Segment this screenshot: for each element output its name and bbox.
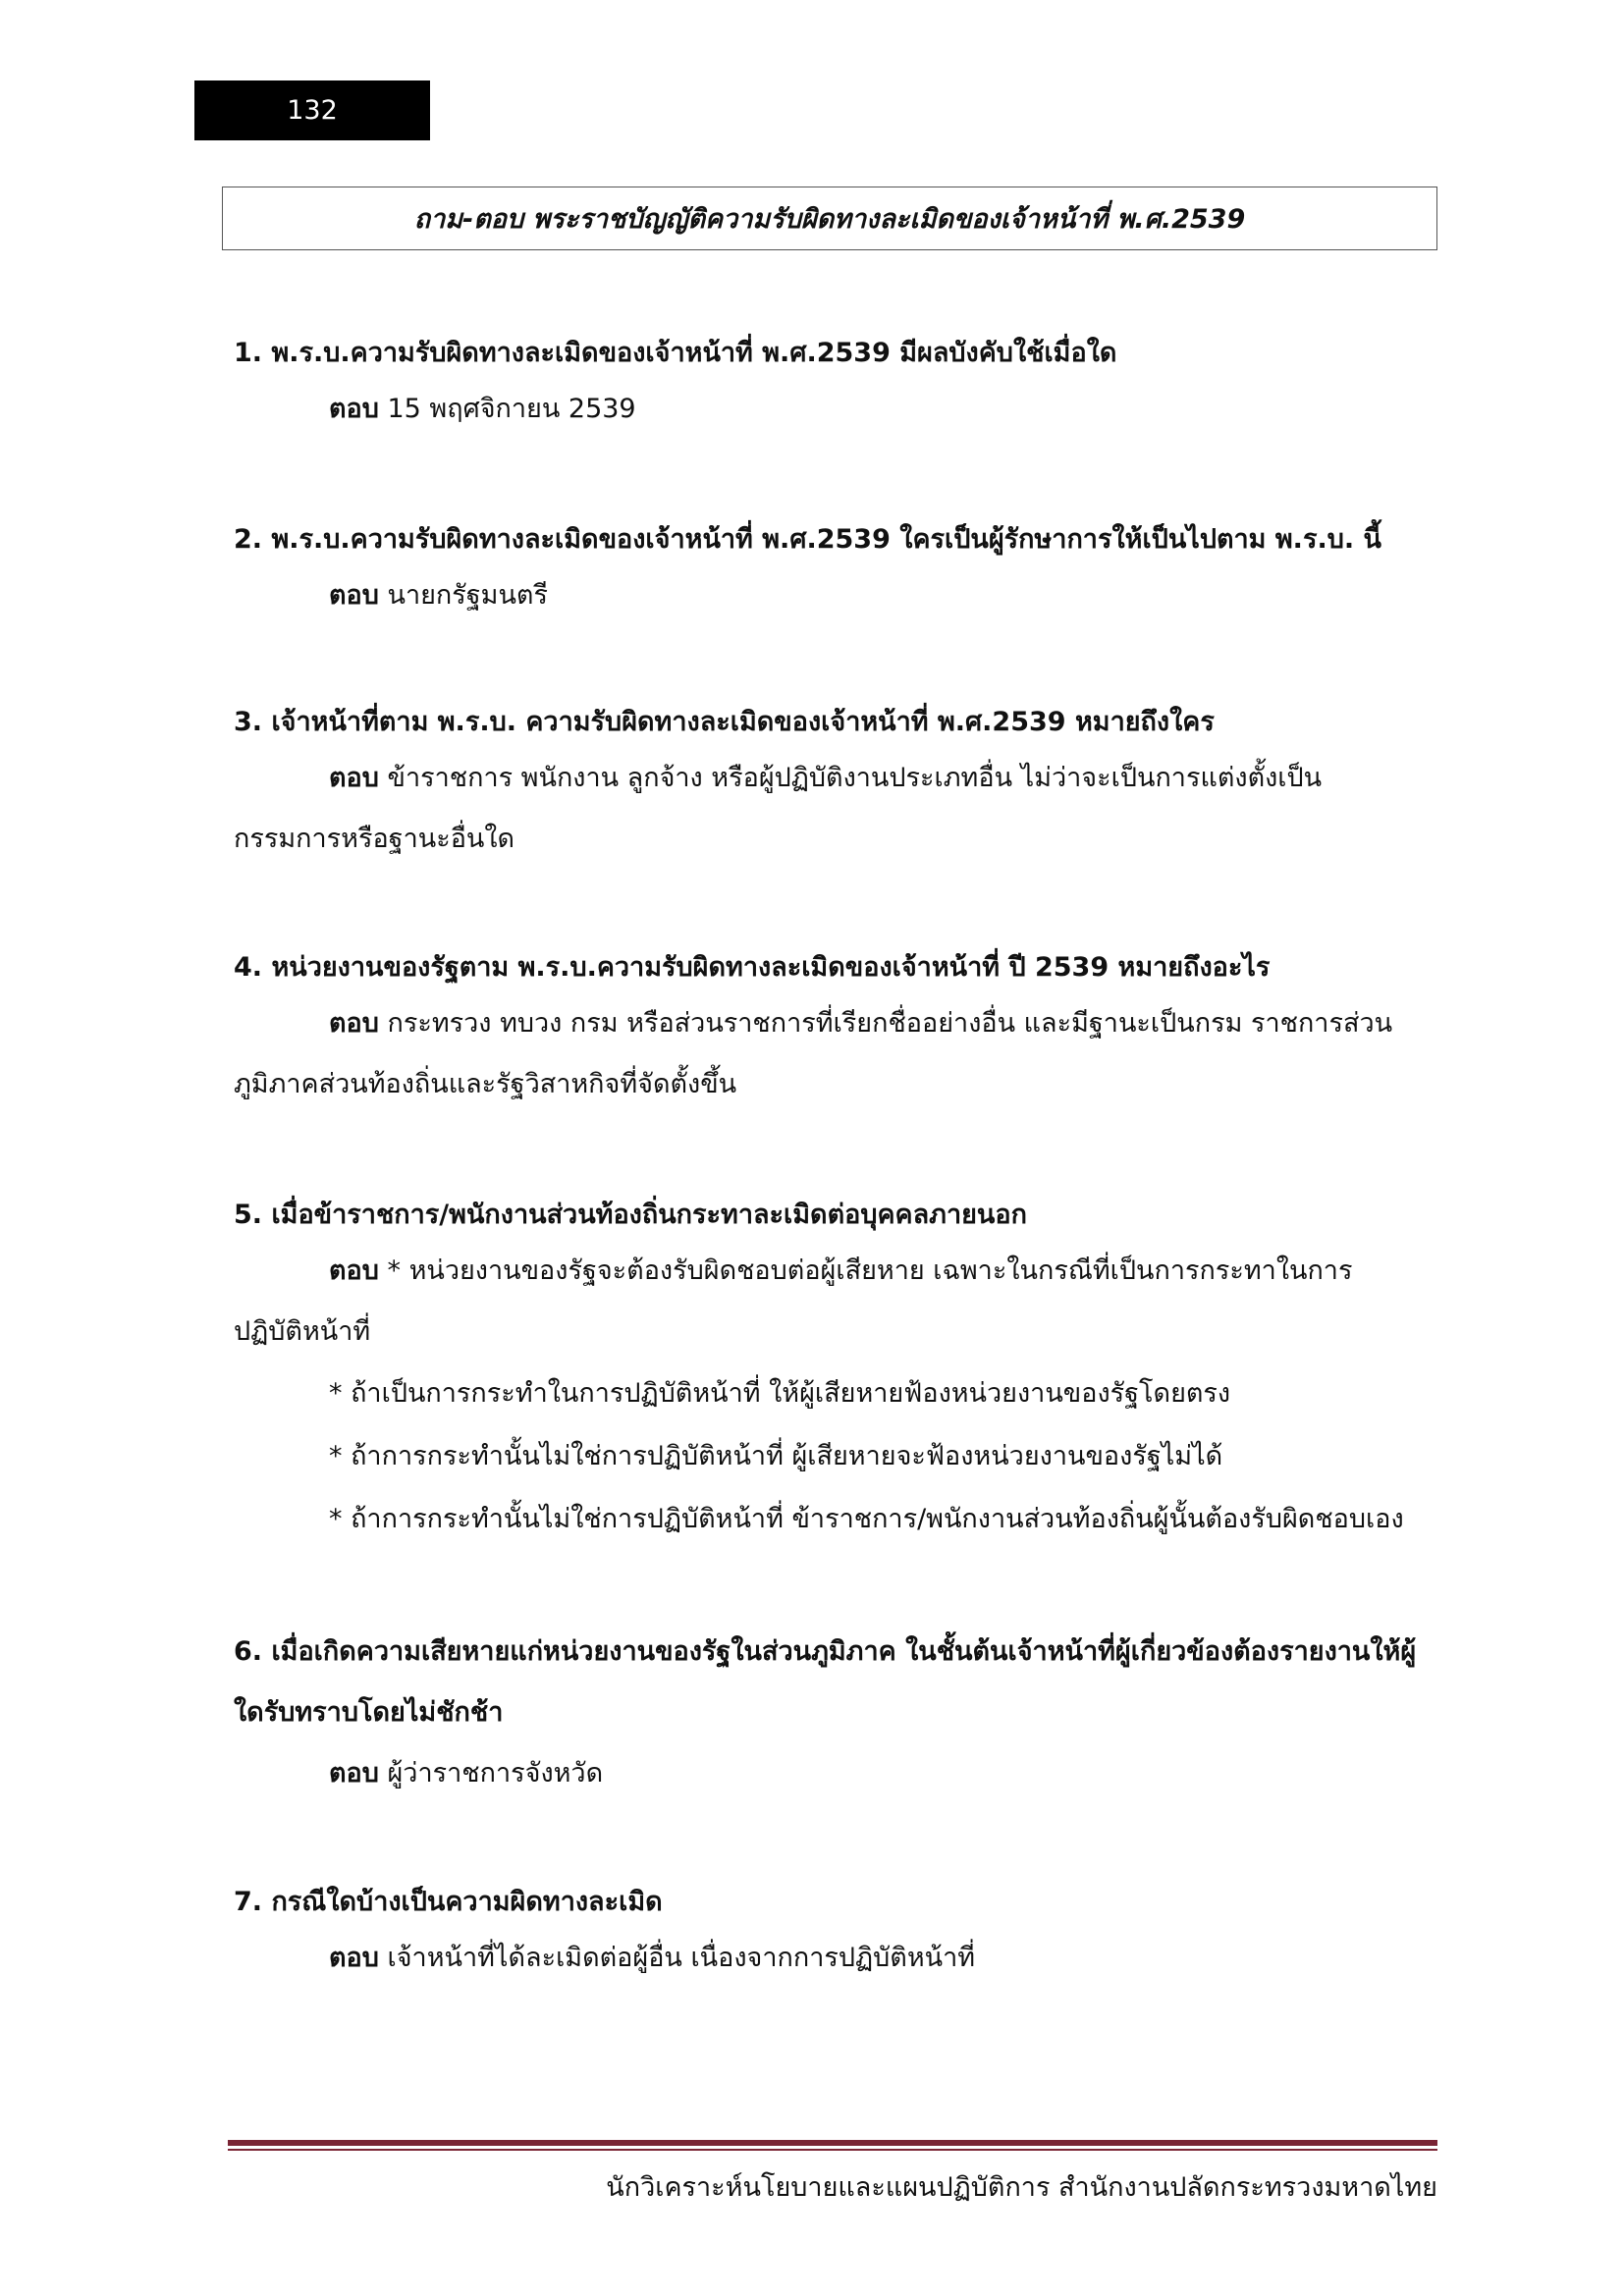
answer-4-continued: ภูมิภาคส่วนท้องถิ่นและรัฐวิสาหกิจที่จัดตั้งขึ้น [234,1069,737,1099]
answer-label: ตอบ [329,1255,379,1286]
answer-4 [234,993,1432,1115]
answer-2-text: นายกรัฐมนตรี [387,580,548,611]
answer-6-text: ผู้ว่าราชการจังหวัด [387,1758,604,1789]
answer-3-text: ข้าราชการ พนักงาน ลูกจ้าง หรือผู้ปฏิบัติงานประเภทอื่น ไม่ว่าจะเป็นการแต่งตั้งเป็น [387,763,1323,793]
answer-label: ตอบ [329,1943,379,1973]
answer-5 [234,1241,1432,1551]
page-number: 132 [194,80,430,140]
answer-7 [234,1928,1432,1989]
answer-7-text: เจ้าหน้าที่ได้ละเมิดต่อผู้อื่น เนื่องจากการปฏิบัติหน้าที่ [387,1943,976,1973]
question-2: 2. พ.ร.บ.ความรับผิดทางละเมิดของเจ้าหน้าที่ พ.ศ.2539 ใครเป็นผู้รักษาการให้เป็นไปตาม พ.ร.บ. นี้ [234,524,1381,555]
footer-divider-thin [228,2149,1437,2151]
question-5: 5. เมื่อข้าราชการ/พนักงานส่วนท้องถิ่นกระทาละเมิดต่อบุคคลภายนอก [234,1200,1027,1230]
qa-item-2 [234,514,1432,626]
qa-item-5 [234,1190,1432,1551]
answer-3 [234,748,1432,870]
qa-item-4 [234,942,1432,1115]
answer-4-text: กระทรวง ทบวง กรม หรือส่วนราชการที่เรียกชื่ออย่างอื่น และมีฐานะเป็นกรม ราชการส่วน [387,1008,1393,1039]
qa-item-1 [234,328,1432,440]
footer-text: นักวิเคราะห์นโยบายและแผนปฏิบัติการ สำนักงานปลัดกระทรวงมหาดไทย [606,2172,1437,2203]
question-4: 4. หน่วยงานของรัฐตาม พ.ร.บ.ความรับผิดทางละเมิดของเจ้าหน้าที่ ปี 2539 หมายถึงอะไร [234,952,1271,983]
answer-label: ตอบ [329,1008,379,1039]
qa-item-6 [234,1622,1432,1804]
question-6: 6. เมื่อเกิดความเสียหายแก่หน่วยงานของรัฐในส่วนภูมิภาค ในชั้นต้นเจ้าหน้าที่ผู้เกี่ยวข้องต้องรายงานให้ผู้ใดรับทราบโดยไม่ชักช้า [234,1636,1417,1728]
answer-5-bullet-3: * ถ้าการกระทำนั้นไม่ใช่การปฏิบัติหน้าที่ ข้าราชการ/พนักงานส่วนท้องถิ่นผู้นั้นต้องรับผิดชอบเอง [329,1504,1404,1534]
question-1: 1. พ.ร.บ.ความรับผิดทางละเมิดของเจ้าหน้าที่ พ.ศ.2539 มีผลบังคับใช้เมื่อใด [234,338,1117,368]
answer-2 [234,565,1432,626]
question-7: 7. กรณีใดบ้างเป็นความผิดทางละเมิด [234,1887,663,1917]
answer-1 [234,379,1432,440]
qa-item-7 [234,1877,1432,1989]
answer-label: ตอบ [329,1758,379,1789]
answer-label: ตอบ [329,763,379,793]
question-3: 3. เจ้าหน้าที่ตาม พ.ร.บ. ความรับผิดทางละเมิดของเจ้าหน้าที่ พ.ศ.2539 หมายถึงใคร [234,707,1215,737]
answer-6 [234,1743,1432,1804]
document-title: ถาม-ตอบ พระราชบัญญัติความรับผิดทางละเมิดของเจ้าหน้าที่ พ.ศ.2539 [222,187,1437,250]
answer-5-bullet-1: * ถ้าเป็นการกระทำในการปฏิบัติหน้าที่ ให้ผู้เสียหายฟ้องหน่วยงานของรัฐโดยตรง [329,1378,1231,1409]
answer-5-continued: ปฏิบัติหน้าที่ [234,1316,371,1347]
answer-5-text: * หน่วยงานของรัฐจะต้องรับผิดชอบต่อผู้เสียหาย เฉพาะในกรณีที่เป็นการกระทาในการ [387,1255,1353,1286]
answer-1-text: 15 พฤศจิกายน 2539 [387,394,636,424]
answer-label: ตอบ [329,394,379,424]
qa-item-3 [234,697,1432,870]
answer-5-bullet-2: * ถ้าการกระทำนั้นไม่ใช่การปฏิบัติหน้าที่ ผู้เสียหายจะฟ้องหน่วยงานของรัฐไม่ได้ [329,1441,1223,1471]
answer-3-continued: กรรมการหรือฐานะอื่นใด [234,824,515,854]
footer-divider [228,2140,1437,2146]
answer-label: ตอบ [329,580,379,611]
